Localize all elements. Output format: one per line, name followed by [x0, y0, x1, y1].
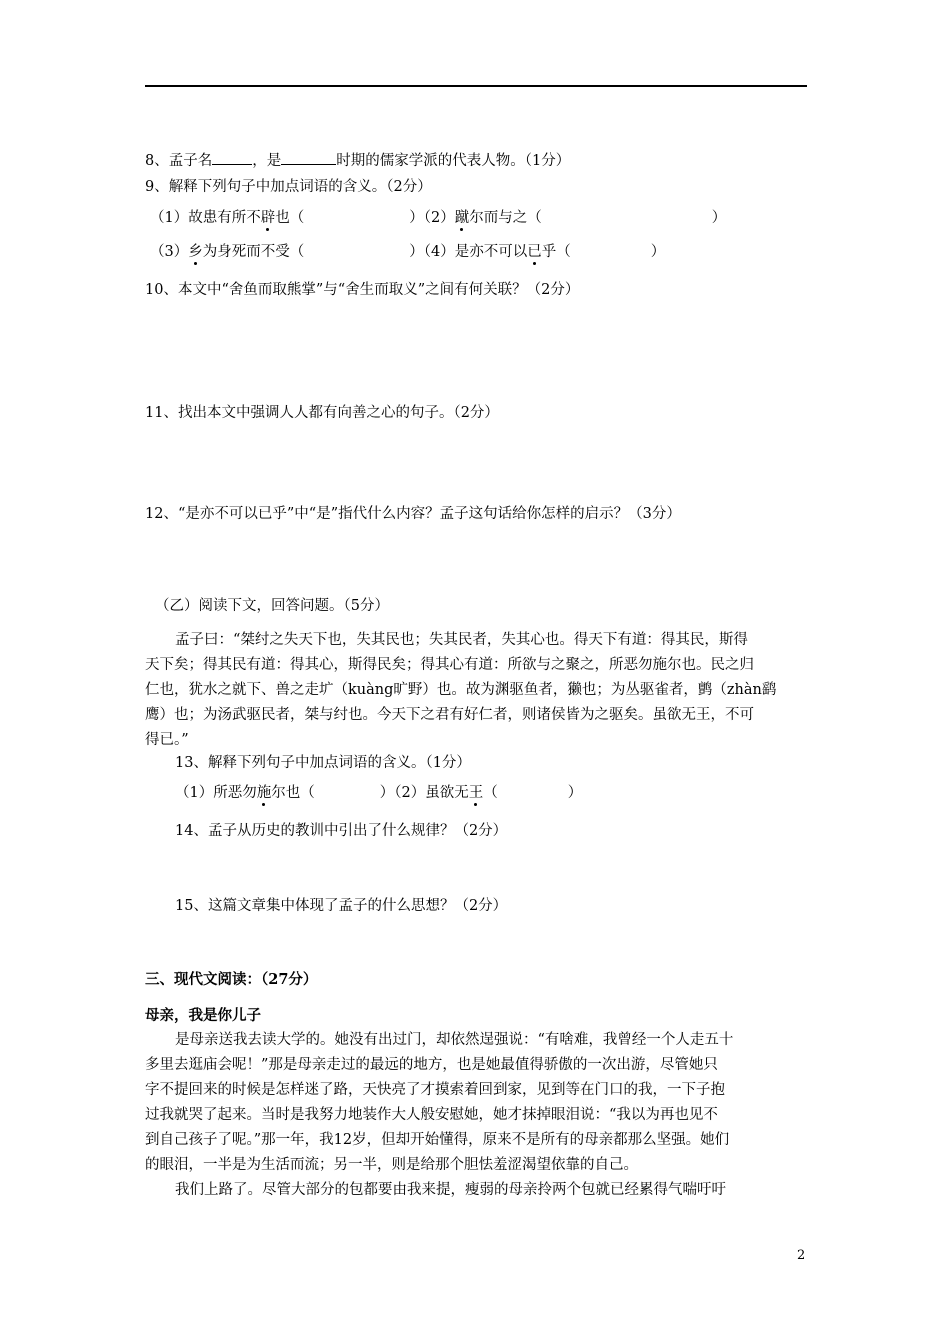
page-number: 2 — [797, 1248, 806, 1263]
dotted-word: 施 — [256, 785, 272, 801]
essay-line: 的眼泪，一半是为生活而流；另一半，则是给那个胆怯羞涩渴望依靠的自己。 — [145, 1157, 638, 1173]
section-heading: 三、现代文阅读：（27分） — [145, 971, 318, 988]
passage-yi-line: 仁也，犹水之就下、兽之走圹（kuàng旷野）也。故为渊驱鱼者，獭也；为丛驱雀者，鹯（zhàn鹞 — [145, 682, 777, 698]
dotted-word: 王 — [468, 785, 484, 801]
dotted-word: 乡 — [188, 244, 203, 260]
question-8: 8、孟子名 ，是 时期的儒家学派的代表人物。（1分） — [145, 150, 570, 171]
question-15: 15、这篇文章集中体现了孟子的什么思想？（2分） — [175, 898, 508, 914]
question-13-title: 13、解释下列句子中加点词语的含义。（1分） — [175, 755, 471, 771]
passage-yi-line: 孟子曰：“桀纣之失天下也，失其民也；失其民者，失其心也。得天下有道：得其民，斯得 — [175, 632, 748, 648]
dotted-word: 辟 — [260, 210, 276, 226]
essay-line: 是母亲送我去读大学的。她没有出过门，却依然逞强说：“有啥难，我曾经一个人走五十 — [175, 1032, 734, 1048]
question-12: 12、“是亦不可以已乎”中“是”指代什么内容？孟子这句话给你怎样的启示？（3分） — [145, 506, 681, 522]
question-9-items-2: （3）乡为身死而不受（ ）（4）是亦不可以已乎（ ） — [150, 244, 666, 260]
answer-blank[interactable] — [281, 150, 336, 165]
dotted-word: 蹴 — [454, 210, 470, 226]
question-9-items-1: （1）故患有所不辟也（ ）（2）蹴尔而与之（ ） — [150, 210, 727, 226]
passage-yi-title: （乙）阅读下文，回答问题。（5分） — [155, 598, 389, 614]
question-11: 11、找出本文中强调人人都有向善之心的句子。（2分） — [145, 405, 499, 421]
header-rule — [145, 85, 807, 87]
question-10: 10、本文中“舍鱼而取熊掌”与“舍生而取义”之间有何关联？（2分） — [145, 282, 580, 298]
essay-line: 多里去逛庙会呢！”那是母亲走过的最远的地方，也是她最值得骄傲的一次出游，尽管她只 — [145, 1057, 718, 1073]
question-9-title: 9、解释下列句子中加点词语的含义。（2分） — [145, 179, 432, 195]
essay-line: 过我就哭了起来。当时是我努力地装作大人般安慰她，她才抹掉眼泪说：“我以为再也见不 — [145, 1107, 718, 1123]
essay-title: 母亲，我是你儿子 — [145, 1007, 261, 1024]
essay-line: 我们上路了。尽管大部分的包都要由我来提，瘦弱的母亲拎两个包就已经累得气喘吁吁 — [175, 1182, 726, 1198]
question-13-items: （1）所恶勿施尔也（ ）（2）虽欲无王（ ） — [175, 785, 583, 801]
question-14: 14、孟子从历史的教训中引出了什么规律？（2分） — [175, 823, 508, 839]
dotted-word: 已 — [527, 244, 542, 260]
essay-line: 到自己孩子了呢。”那一年，我12岁，但却开始懂得，原来不是所有的母亲都那么坚强。她们 — [145, 1132, 730, 1148]
answer-blank[interactable] — [212, 150, 252, 165]
passage-yi-line: 鹰）也；为汤武驱民者，桀与纣也。今天下之君有好仁者，则诸侯皆为之驱矣。虽欲无王，不可 — [145, 707, 754, 723]
essay-line: 字不提回来的时候是怎样迷了路，天快亮了才摸索着回到家，见到等在门口的我，一下子抱 — [145, 1082, 725, 1098]
passage-yi-line: 天下矣；得其民有道：得其心，斯得民矣；得其心有道：所欲与之聚之，所恶勿施尔也。民之归 — [145, 657, 754, 673]
passage-yi-line: 得已。” — [145, 732, 189, 748]
